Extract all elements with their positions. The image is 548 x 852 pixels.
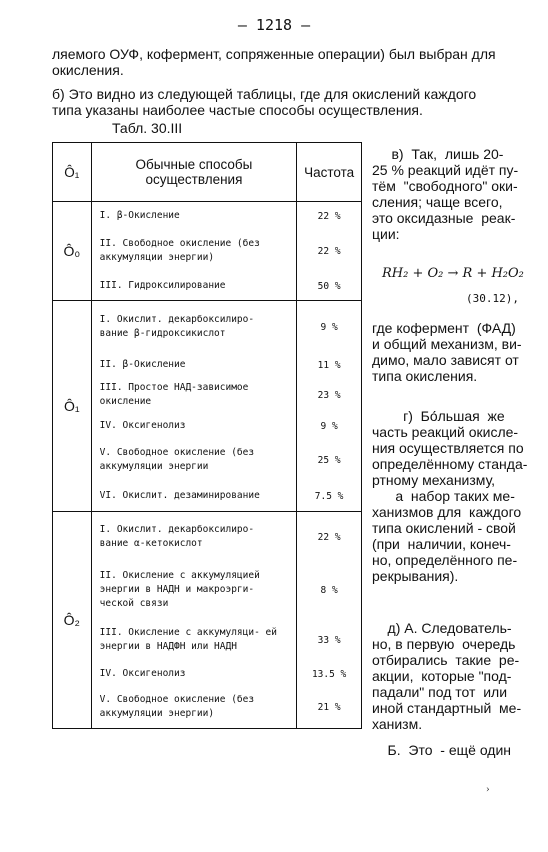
freqs-o0 (297, 202, 362, 301)
intro-line-2: окисления. (52, 62, 124, 78)
method-cell: I. Окислит. декарбоксилиро- вание α-кетокислот (99, 524, 255, 549)
method-cell: III. Окисление с аккумуляци- ей энергии в НАДФН или НАДН (99, 627, 277, 652)
method-cell: I. Окислит. декарбоксилиро- вание β-гидроксикислот (99, 314, 255, 339)
freq-cell: 8 % (320, 584, 338, 596)
methods-o1 (91, 301, 297, 512)
freq-cell: 22 % (317, 210, 341, 222)
freq-cell: 22 % (317, 245, 341, 257)
method-cell: III. Гидроксилирование (99, 280, 226, 291)
intro-line-3: б) Это видно из следующей таблицы, где для окислений каждого (52, 86, 477, 102)
intro-line-4: типа указаны наиболее частые способы осуществления. (52, 102, 423, 118)
header-type: Ô₁ (53, 143, 92, 202)
method-cell: III. Простое НАД-зависимое окисление (99, 382, 249, 407)
freqs-o2 (297, 512, 362, 729)
freqs-o1 (297, 301, 362, 512)
freq-cell: 13.5 % (311, 668, 347, 680)
freq-cell: 21 % (317, 701, 341, 713)
type-o0: Ô₀ (53, 202, 92, 301)
oxidation-methods-table (52, 142, 362, 729)
method-cell: VI. Окислит. дезаминирование (99, 490, 260, 501)
header-method: Обычные способы осуществления (91, 143, 297, 202)
type-o2: Ô₂ (53, 512, 92, 729)
table-row-o0 (53, 202, 362, 301)
page-number: – 1218 – (237, 16, 311, 34)
side-paragraph-g: г) Бо́льшая же часть реакций окисле- ния осуществляется по определённому станда- ртному механизму, а набор таких ме- ханизмов для каждого типа окислений - свой (при наличии, конеч- но, определённого пе- рекрывания). (372, 408, 528, 584)
freq-cell: 7.5 % (314, 490, 344, 502)
table-row-o1 (53, 301, 362, 512)
method-cell: IV. Оксигенолиз (99, 420, 186, 431)
table-caption: Табл. 30.III (112, 120, 183, 136)
intro-line-1: ляемого ОУФ, кофермент, сопряженные операции) был выбран для (52, 46, 496, 62)
freq-cell: 9 % (320, 420, 338, 432)
header-frequency: Частота (297, 143, 362, 202)
freq-cell: 50 % (317, 280, 341, 292)
side-paragraph-b: Б. Это - ещё один (372, 742, 512, 758)
method-cell: V. Свободное окисление (без аккумуляции энергии) (99, 694, 255, 719)
type-o1: Ô₁ (53, 301, 92, 512)
formula-number: (30.12), (466, 292, 519, 305)
method-cell: V. Свободное окисление (без аккумуляции энергии (99, 447, 255, 472)
side-paragraph-coenzyme: где кофермент (ФАД) и общий механизм, ви- димо, мало зависят от типа окисления. (372, 320, 522, 384)
freq-cell: 25 % (317, 454, 341, 466)
method-cell: I. β-Окисление (99, 210, 180, 221)
oxidase-formula: RH₂ + O₂ → R + H₂O₂ (382, 266, 524, 281)
methods-o2 (91, 512, 297, 729)
freq-cell: 11 % (317, 359, 341, 371)
method-cell: II. Свободное окисление (без аккумуляции энергии) (99, 238, 260, 263)
method-cell: II. β-Окисление (99, 359, 186, 370)
method-cell: IV. Оксигенолиз (99, 668, 186, 679)
side-paragraph-v: в) Так, лишь 20- 25 % реакций идёт пу- тём "свободного" оки- сления; чаще всего, это оксидазные реак- ции: (372, 146, 519, 242)
stray-mark: › (486, 785, 490, 795)
table-header-row (53, 143, 362, 202)
method-cell: II. Окисление с аккумуляцией энергии в НАДН и макроэрги- ческой связи (99, 570, 260, 609)
methods-o0 (91, 202, 297, 301)
freq-cell: 22 % (317, 531, 341, 543)
freq-cell: 23 % (317, 389, 341, 401)
table-row-o2 (53, 512, 362, 729)
freq-cell: 33 % (317, 634, 341, 646)
freq-cell: 9 % (320, 321, 338, 333)
side-paragraph-d: д) А. Следователь- но, в первую очередь отбирались такие ре- акции, которые "под- падали" под тот или иной стандартный ме- ханизм. (372, 620, 522, 732)
